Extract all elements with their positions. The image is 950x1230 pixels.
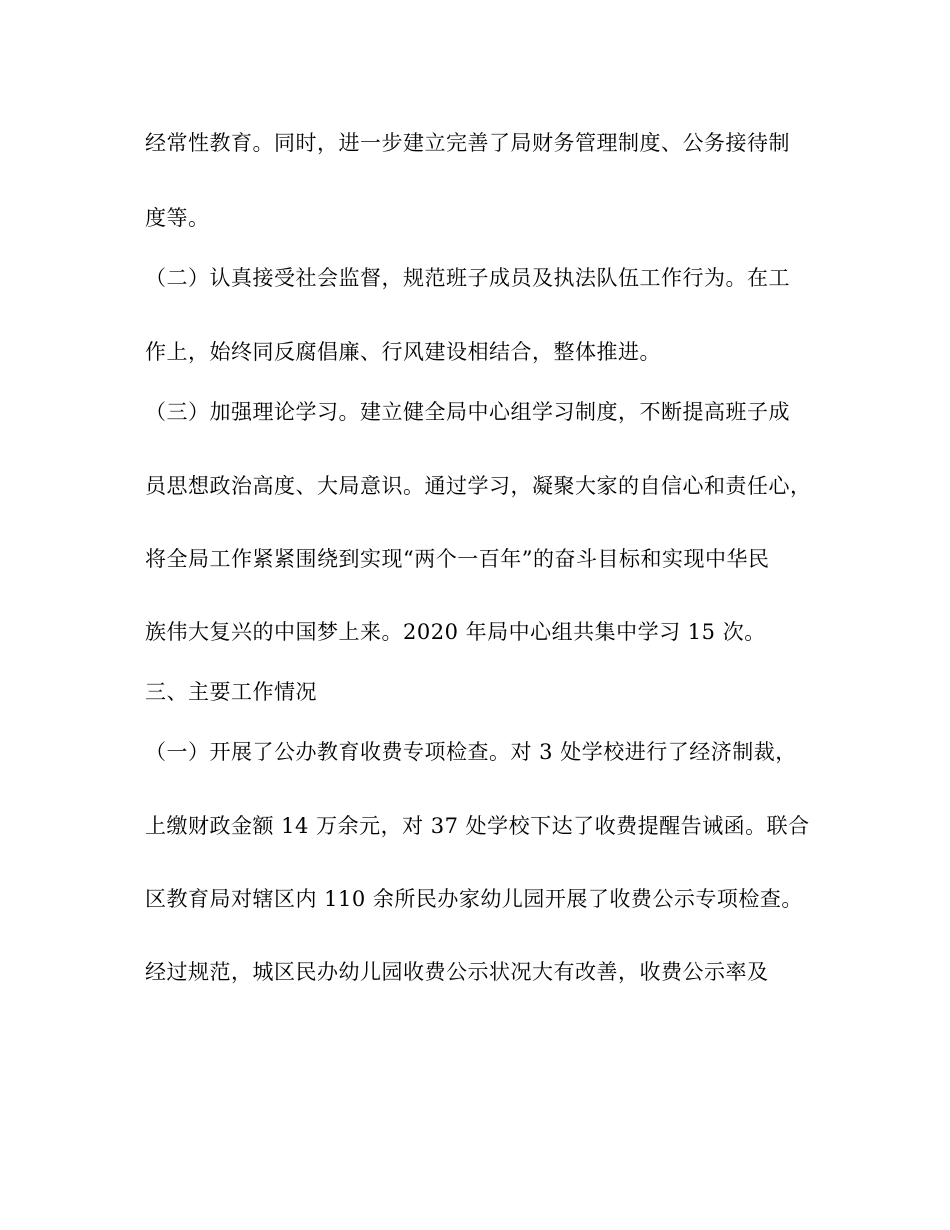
text-line-10: （一）开展了公办教育收费专项检查。对 3 处学校进行了经济制裁， xyxy=(145,740,797,764)
text-line-5: （三）加强理论学习。建立健全局中心组学习制度，不断提高班子成 xyxy=(145,400,790,424)
text-line-8: 族伟大复兴的中国梦上来。2020 年局中心组共集中学习 15 次。 xyxy=(145,620,766,644)
text-line-12: 区教育局对辖区内 110 余所民办家幼儿园开展了收费公示专项检查。 xyxy=(145,887,803,911)
section-heading: 三、主要工作情况 xyxy=(145,680,317,704)
text-line-7: 将全局工作紧紧围绕到实现“两个一百年”的奋斗目标和实现中华民 xyxy=(145,547,770,571)
text-line-13: 经过规范，城区民办幼儿园收费公示状况大有改善，收费公示率及 xyxy=(145,960,769,984)
text-line-4: 作上，始终同反腐倡廉、行风建设相结合，整体推进。 xyxy=(145,340,661,364)
text-line-1: 经常性教育。同时，进一步建立完善了局财务管理制度、公务接待制 xyxy=(145,131,790,155)
text-line-3: （二）认真接受社会监督，规范班子成员及执法队伍工作行为。在工 xyxy=(145,266,790,290)
text-line-2: 度等。 xyxy=(145,206,210,230)
text-line-11: 上缴财政金额 14 万余元，对 37 处学校下达了收费提醒告诫函。联合 xyxy=(145,814,810,838)
text-line-6: 员思想政治高度、大局意识。通过学习，凝聚大家的自信心和责任心， xyxy=(145,474,812,498)
